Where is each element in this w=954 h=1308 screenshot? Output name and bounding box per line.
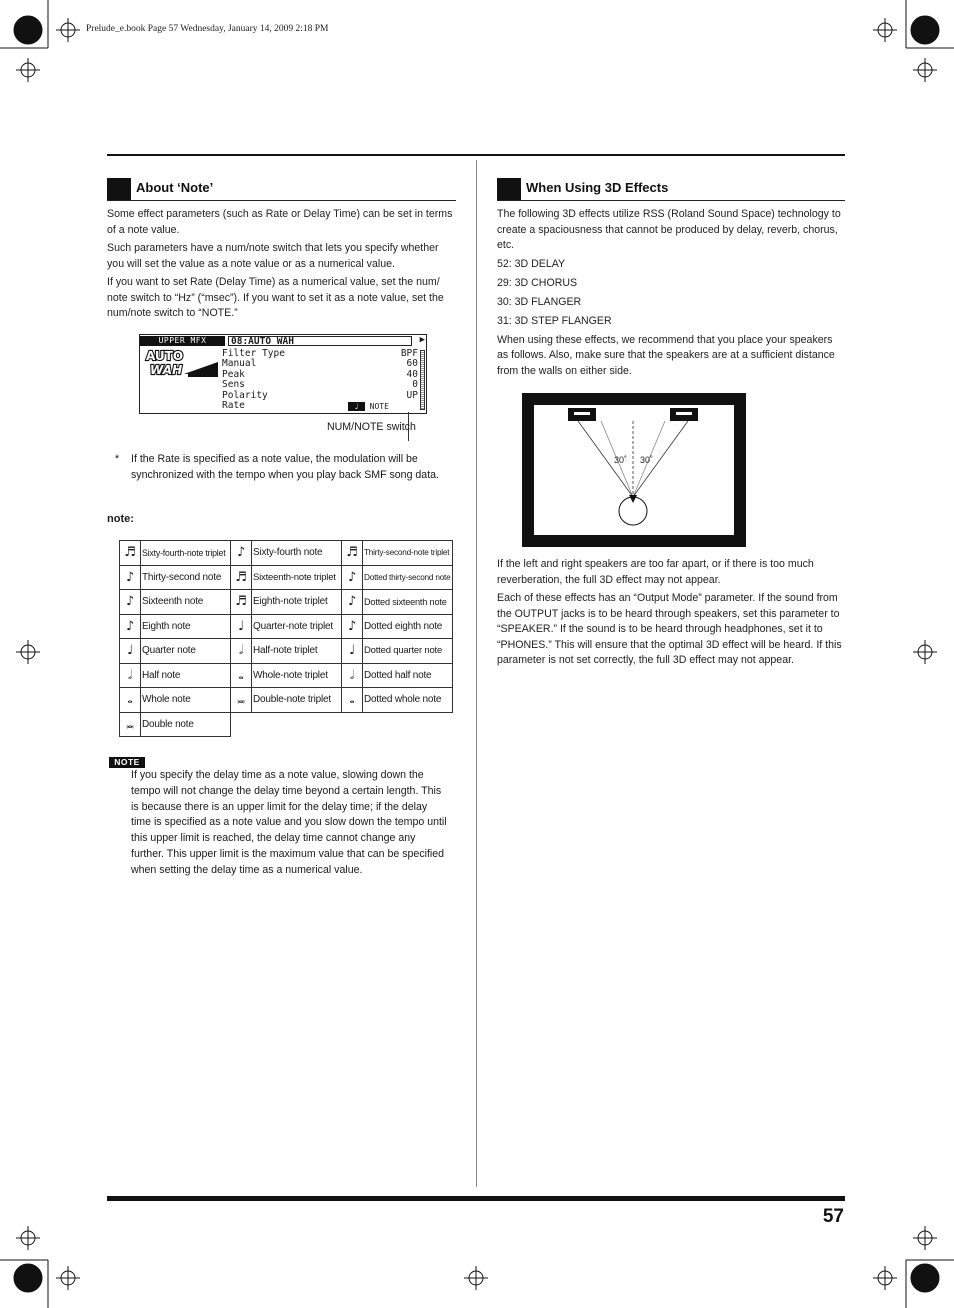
top-rule <box>107 154 845 156</box>
note-badge: NOTE <box>109 757 145 768</box>
table-row <box>120 712 453 737</box>
lcd-param-row <box>222 391 418 401</box>
note-label: Dotted whole note <box>363 688 453 713</box>
lcd-header-patch: 08:AUTO WAH <box>228 336 412 346</box>
note-symbol: ♪ <box>120 590 141 615</box>
paragraph: Some effect parameters (such as Rate or Delay Time) can be set in terms of a note value. <box>107 208 453 236</box>
effect-item: 29: 3D CHORUS <box>497 276 578 289</box>
note-label: Dotted half note <box>363 663 453 688</box>
angle-left-label: 30˚ <box>614 455 628 465</box>
note-label: Half-note triplet <box>252 639 342 664</box>
paragraph: If you want to set Rate (Delay Time) as a numerical value, set the num/ note switch to “Hz” (“msec”). If you want to set it as a note value, set the num/note switch to “NOTE.” <box>107 276 444 319</box>
note-label: Dotted quarter note <box>363 639 453 664</box>
note-symbol: ♩ <box>231 614 252 639</box>
paragraph: Each of these effects has an “Output Mode” parameter. If the sound from the OUTPUT jacks is to be heard through speakers, set this parameter to “SPEAKER.” If the sound is to be heard through headphones, set it to “PHONES.” This will ensure that the optimal 3D effect will be heard. If this parameter is not set correctly, the full 3D effect may not appear. <box>497 592 842 666</box>
note-symbol: 𝅝 <box>231 663 252 688</box>
paragraph: Such parameters have a num/note switch that lets you specify whether you will set the value as a note value or as a numerical value. <box>107 242 439 270</box>
right-body <box>497 207 845 382</box>
param-name: Rate <box>222 399 245 411</box>
param-name: Filter Type <box>222 348 285 359</box>
note-switch-symbol: ♩ <box>348 402 365 411</box>
page-number: 57 <box>822 1206 844 1227</box>
note-label: Sixteenth-note triplet <box>252 565 342 590</box>
note-symbol: 𝅜 <box>120 712 141 737</box>
note-label: Whole note <box>141 688 231 713</box>
note-label: Eighth-note triplet <box>252 590 342 615</box>
note-symbol: ♩ <box>120 639 141 664</box>
column-divider <box>476 160 477 1187</box>
note-symbol: ♬ <box>231 590 252 615</box>
note-symbol: 𝅗𝅥 <box>231 639 252 664</box>
num-note-switch <box>348 402 389 411</box>
section-title: About ‘Note’ <box>136 180 214 195</box>
note-label: Half note <box>141 663 231 688</box>
speaker-placement-diagram <box>522 393 746 547</box>
footnote-marker: * <box>115 453 120 465</box>
note-symbol: ♪ <box>342 590 363 615</box>
note-value-table <box>119 540 453 737</box>
section-heading-3d-effects <box>497 178 845 201</box>
heading-marker <box>107 178 131 200</box>
table-row <box>120 590 453 615</box>
param-name: Manual <box>222 358 257 370</box>
note-text: If you specify the delay time as a note value, slowing down the tempo will not change the delay time beyond a certain length. This is because there is an upper limit for the delay time; if the delay time is specified as a note value and you slow down the tempo until this upper limit is reached, the delay time cannot change any further. This upper limit is the maximum value that can be specified when setting the delay time as a numerical value. <box>131 769 447 876</box>
note-symbol: 𝅗𝅥 <box>342 663 363 688</box>
section-heading-about-note <box>107 178 456 201</box>
note-label: Quarter-note triplet <box>252 614 342 639</box>
intro-text <box>107 207 457 325</box>
paragraph: The following 3D effects utilize RSS (Roland Sound Space) technology to create a spaciousness that cannot be produced by delay, reverb, chorus, etc. <box>497 208 841 251</box>
note-symbol: 𝅝 <box>120 688 141 713</box>
lcd-header-part: UPPER MFX <box>140 336 225 346</box>
effect-item: 30: 3D FLANGER <box>497 295 582 308</box>
lcd-scrollbar <box>420 350 425 410</box>
param-value: 60 <box>406 358 418 370</box>
param-name: Peak <box>222 368 245 380</box>
note-symbol: ♪ <box>120 565 141 590</box>
note-label: Quarter note <box>141 639 231 664</box>
note-symbol: ♪ <box>342 614 363 639</box>
file-header: Prelude_e.book Page 57 Wednesday, January 14, 2009 2:18 PM <box>86 24 329 34</box>
note-label: Eighth note <box>141 614 231 639</box>
paragraph: When using these effects, we recommend that you place your speakers as follows. Also, make sure that the speakers are at a sufficient distance from the walls on either side. <box>497 333 835 377</box>
note-symbol: 𝅜 <box>231 688 252 713</box>
param-name: Sens <box>222 379 245 391</box>
note-switch-label: NOTE <box>369 402 389 411</box>
note-symbol: ♪ <box>120 614 141 639</box>
logo-text-wah: WAH <box>150 363 183 377</box>
note-heading: note: <box>107 513 134 525</box>
note-symbol: ♬ <box>342 541 363 566</box>
param-value: 0 <box>412 379 418 391</box>
note-label: Dotted thirty-second note <box>363 565 453 590</box>
table-row <box>120 688 453 713</box>
footnote-text: If the Rate is specified as a note value, the modulation will be synchronized with the tempo when you play back SMF song data. <box>131 453 439 481</box>
param-value: UP <box>406 389 418 401</box>
right-body-lower <box>497 557 845 672</box>
table-row <box>120 639 453 664</box>
note-symbol: ♪ <box>342 565 363 590</box>
lcd-param-row <box>222 370 418 380</box>
table-row <box>120 541 453 566</box>
note-label: Dotted sixteenth note <box>363 590 453 615</box>
note-symbol: ♬ <box>120 541 141 566</box>
effect-item: 31: 3D STEP FLANGER <box>497 314 612 327</box>
note-symbol: ♪ <box>231 541 252 566</box>
note-symbol: ♩ <box>342 639 363 664</box>
lcd-param-row <box>222 359 418 369</box>
table-row <box>120 663 453 688</box>
note-label: Sixty-fourth-note triplet <box>141 541 231 566</box>
note-label: Thirty-second note <box>141 565 231 590</box>
note-symbol: ♬ <box>231 565 252 590</box>
table-row <box>120 565 453 590</box>
note-label: Sixteenth note <box>141 590 231 615</box>
bottom-rule <box>107 1196 845 1201</box>
note-label: Double note <box>141 712 231 737</box>
lcd-caption: NUM/NOTE switch <box>327 421 416 433</box>
effect-item: 52: 3D DELAY <box>497 257 566 270</box>
note-label: Whole-note triplet <box>252 663 342 688</box>
empty-cell <box>231 712 453 737</box>
table-row <box>120 614 453 639</box>
param-name: Polarity <box>222 389 268 401</box>
note-symbol: 𝅗𝅥 <box>120 663 141 688</box>
paragraph: If the left and right speakers are too far apart, or if there is too much reverberation, the full 3D effect may not appear. <box>497 558 814 586</box>
lcd-screen <box>139 334 427 414</box>
angle-right-label: 30˚ <box>640 455 654 465</box>
section-title: When Using 3D Effects <box>526 180 669 195</box>
param-value: 40 <box>406 368 418 380</box>
note-symbol: 𝅝 <box>342 688 363 713</box>
auto-wah-logo <box>144 348 220 378</box>
param-value: BPF <box>400 348 418 359</box>
note-label: Dotted eighth note <box>363 614 453 639</box>
scroll-right-icon: ▶ <box>419 335 425 345</box>
heading-marker <box>497 178 521 200</box>
note-label: Double-note triplet <box>252 688 342 713</box>
logo-text-auto: AUTO <box>146 349 184 363</box>
note-label: Sixty-fourth note <box>252 541 342 566</box>
note-label: Thirty-second-note triplet <box>363 541 453 566</box>
